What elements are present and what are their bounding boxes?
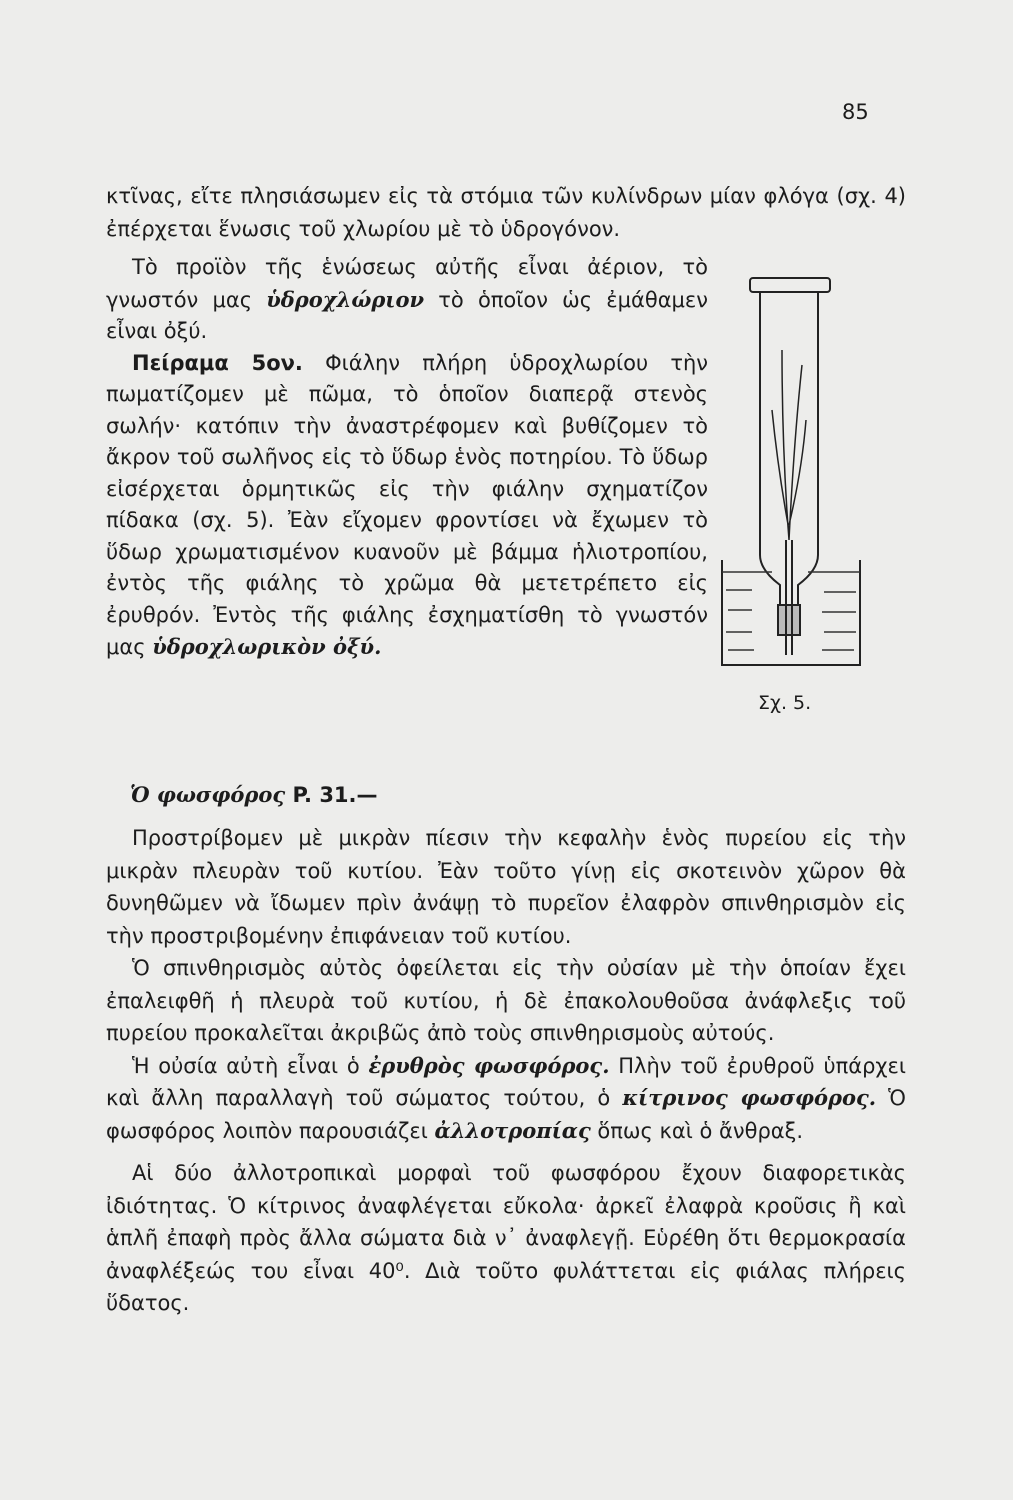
section-heading: [130, 782, 378, 807]
term-hydrochloride: ὑδροχλώριον: [266, 286, 425, 312]
flask-body: [760, 292, 818, 630]
phosphorus-paragraph-1: Προστρίβομεν μὲ μικρὰν πίεσιν τὴν κεφαλὴν ἑνὸς πυρείου εἰς τὴν μικρὰν πλευρὰν τοῦ κυτίου. Ἐὰν τοῦτο γίνῃ εἰς σκοτεινὸν χῶρον θὰ δυνηθῶμεν νὰ ἴδωμεν πρὶν ἀνάψῃ τὸ πυρεῖον ἐλαφρὸν σπινθηρισμὸν εἰς τὴν προστριβομένην ἐπιφάνειαν τοῦ κυτίου.: [106, 826, 906, 948]
section-symbol: P. 31.—: [292, 783, 378, 807]
flask-fountain-figure: [712, 270, 872, 670]
experiment-block: [106, 252, 708, 664]
p3-text-b: Πλὴν τοῦ ἐρυθροῦ ὑπάρχει καὶ ἄλλη παραλλαγὴ τοῦ σώματος τούτου, ὁ: [106, 1053, 906, 1110]
experiment-label: Πείραμα 5ον.: [132, 350, 303, 375]
p3-text-d: ὅπως καὶ ὁ ἄνθραξ.: [590, 1118, 804, 1143]
section-title: Ὁ φωσφόρος: [130, 782, 286, 807]
term-allotropy: ἀλλοτροπίας: [434, 1117, 591, 1143]
term-hydrochloric-acid: ὑδροχλωρικὸν ὀξύ.: [152, 634, 382, 659]
flask-rim: [750, 278, 830, 292]
figure-caption: Σχ. 5.: [758, 692, 812, 714]
term-yellow-phosphorus: κίτρινος φωσφόρος.: [622, 1085, 877, 1110]
intro-paragraph: [106, 180, 906, 245]
product-text-b: τὸ ὁποῖον ὡς ἐμάθαμεν εἶναι ὀξύ.: [106, 287, 708, 343]
product-paragraph: [106, 252, 708, 348]
stopper: [778, 605, 800, 635]
phosphorus-paragraph-4: Αἱ δύο ἀλλοτροπικαὶ μορφαὶ τοῦ φωσφόρου ἔχουν διαφορετικὰς ἰδιότητας. Ὁ κίτρινος ἀναφλέγεται εὔκολα· ἀρκεῖ ἐλαφρὰ κροῦσις ἢ καὶ ἁπλῆ ἐπαφὴ πρὸς ἄλλα σώματα διὰ ν᾽ ἀναφλεγῇ. Εὑρέθη ὅτι θερμοκρασία ἀναφλέξεώς του εἶναι 40⁰. Διὰ τοῦτο φυλάττεται εἰς φιάλας πλήρεις ὕδατος.: [106, 1161, 906, 1315]
intro-text: κτῖνας, εἴτε πλησιάσωμεν εἰς τὰ στόμια τῶν κυλίνδρων μίαν φλόγα (σχ. 4) ἐπέρχεται ἕνωσις τοῦ χλωρίου μὲ τὸ ὑδρογόνον.: [106, 184, 906, 241]
glass-tube: [786, 540, 792, 655]
experiment-paragraph: [106, 348, 708, 664]
p3-text-c: Ὁ φωσφόρος λοιπὸν παρουσιάζει: [106, 1086, 906, 1143]
page-number: 85: [842, 100, 869, 124]
phosphorus-paragraph-3: [106, 1050, 906, 1148]
water-jet: [772, 350, 806, 540]
phosphorus-paragraph-2: Ὁ σπινθηρισμὸς αὐτὸς ὀφείλεται εἰς τὴν οὐσίαν μὲ τὴν ὁποίαν ἔχει ἐπαλειφθῆ ἡ πλευρὰ τοῦ κυτίου, ἡ δὲ ἐπακολουθοῦσα ἀνάφλεξις τοῦ πυρείου προκαλεῖται ἀκριβῶς ἀπὸ τοὺς σπινθηρισμοὺς αὐτούς.: [106, 956, 906, 1045]
experiment-text: Φιάλην πλήρη ὑδροχλωρίου τὴν πωματίζομεν μὲ πῶμα, τὸ ὁποῖον διαπερᾷ στενὸς σωλήν· κατόπιν τὴν ἀναστρέφομεν καὶ βυθίζομεν τὸ ἄκρον τοῦ σωλῆνος εἰς τὸ ὕδωρ ἑνὸς ποτηρίου. Τὸ ὕδωρ εἰσέρχεται ὁρμητικῶς εἰς τὴν φιάλην σχηματίζον πίδακα (σχ. 5). Ἐὰν εἴχομεν φροντίσει νὰ ἔχωμεν τὸ ὕδωρ χρωματισμένον κυανοῦν μὲ βάμμα ἡλιοτροπίου, ἐντὸς τῆς φιάλης τὸ χρῶμα θὰ μετετρέπετο εἰς ἐρυθρόν. Ἐντὸς τῆς φιάλης ἐσχηματίσθη τὸ γνωστόν μας: [106, 350, 709, 659]
term-red-phosphorus: ἐρυθρὸς φωσφόρος.: [368, 1052, 610, 1078]
phosphorus-section: [106, 822, 906, 1320]
product-text-a: Τὸ προϊὸν τῆς ἑνώσεως αὐτῆς εἶναι ἀέριον, τὸ γνωστόν μας: [106, 255, 708, 312]
p3-text-a: Ἡ οὐσία αὐτὴ εἶναι ὁ: [132, 1053, 369, 1078]
